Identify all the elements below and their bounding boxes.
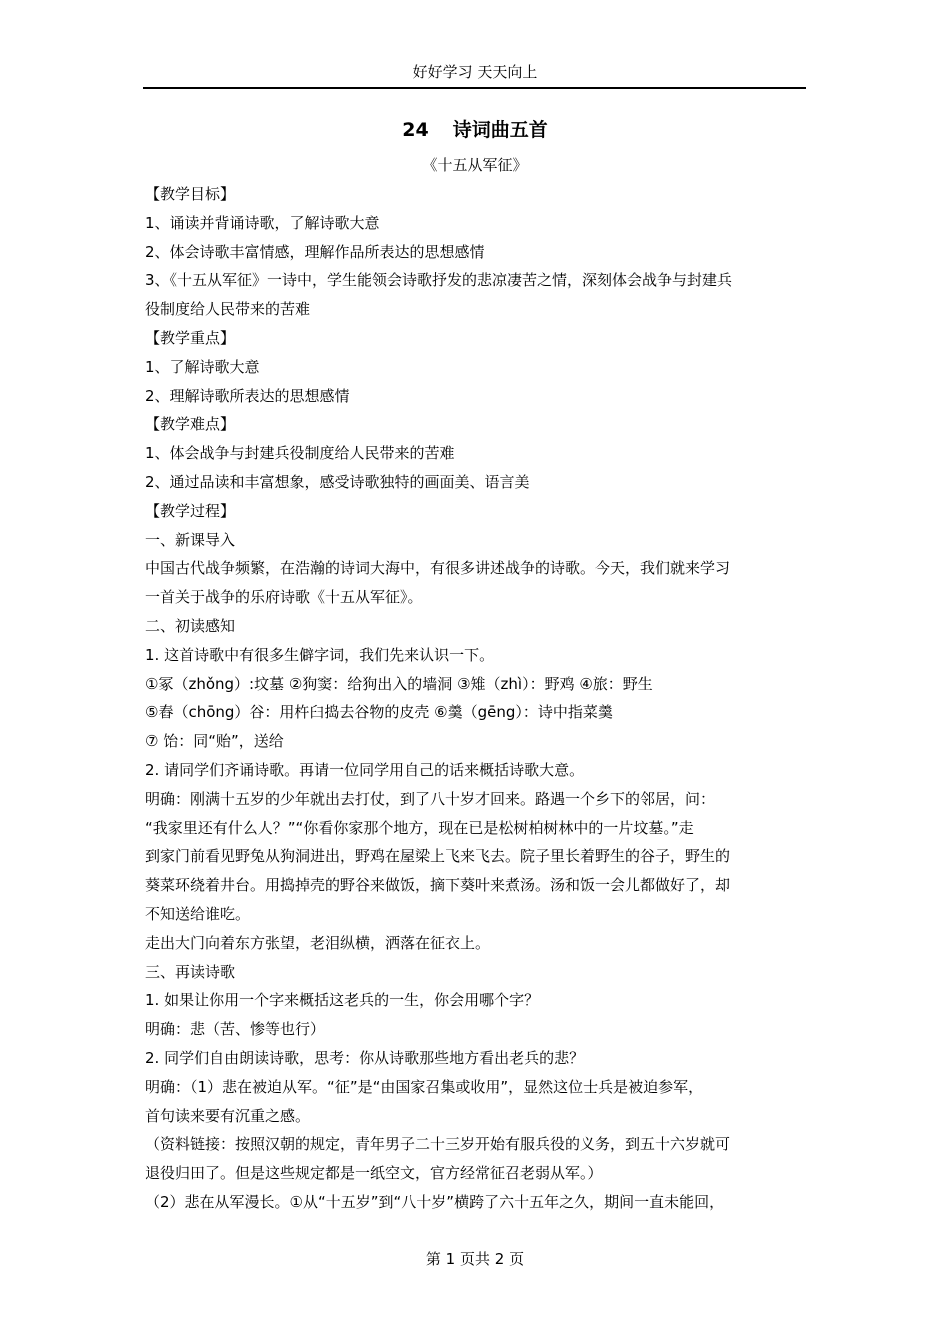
body-line: 3、《十五从军征》一诗中，学生能领会诗歌抒发的悲凉凄苦之情，深刻体会战争与封建兵 — [145, 271, 733, 290]
body-line: 三、再读诗歌 — [145, 962, 236, 981]
body-line: ①冢（zhǒng）:坟墓 ②狗窦：给狗出入的墙洞 ③雉（zhì）：野鸡 ④旅：野生 — [145, 674, 653, 693]
header-divider — [143, 87, 806, 89]
body-line: 不知送给谁吃。 — [145, 904, 251, 923]
body-line: 2. 同学们自由朗读诗歌，思考：你从诗歌那些地方看出老兵的悲？ — [145, 1048, 585, 1067]
body-line: 【教学过程】 — [145, 501, 236, 520]
body-line: 1. 这首诗歌中有很多生僻字词，我们先来认识一下。 — [145, 645, 495, 664]
body-line: 首句读来要有沉重之感。 — [145, 1106, 311, 1125]
body-line: 1、了解诗歌大意 — [145, 357, 260, 376]
body-line: ⑦ 饴：同“贻”，送给 — [145, 732, 284, 751]
body-line: 一首关于战争的乐府诗歌《十五从军征》。 — [145, 588, 423, 607]
body-line: 2、通过品读和丰富想象，感受诗歌独特的画面美、语言美 — [145, 472, 530, 491]
lesson-title — [0, 116, 950, 144]
body-line: 1、诵读并背诵诗歌，了解诗歌大意 — [145, 213, 380, 232]
body-line: 二、初读感知 — [145, 616, 236, 635]
body-line: 到家门前看见野兔从狗洞进出，野鸡在屋梁上飞来飞去。院子里长着野生的谷子，野生的 — [145, 847, 731, 866]
body-line: （2）悲在从军漫长。①从“十五岁”到“八十岁”横跨了六十五年之久，期间一直未能回， — [145, 1192, 725, 1211]
body-line: 葵菜环绕着井台。用捣掉壳的野谷来做饭，摘下葵叶来煮汤。汤和饭一会儿都做好了，却 — [145, 876, 731, 895]
page-footer: 第 1 页共 2 页 — [425, 1250, 525, 1268]
document-body — [145, 180, 810, 1217]
lesson-title-text: 诗词曲五首 — [452, 119, 548, 141]
body-line: 2、体会诗歌丰富情感，理解作品所表达的思想感情 — [145, 242, 485, 261]
body-line: 1. 如果让你用一个字来概括这老兵的一生，你会用哪个字？ — [145, 991, 540, 1010]
body-line: 役制度给人民带来的苦难 — [145, 300, 311, 319]
body-line: “我家里还有什么人？”“你看你家那个地方，现在已是松树柏树林中的一片坟墓。”走 — [145, 818, 694, 837]
body-line: 一、新课导入 — [145, 530, 236, 549]
body-line: 【教学重点】 — [145, 328, 236, 347]
poem-title: 《十五从军征》 — [422, 156, 528, 174]
body-line: ⑤舂（chōng）谷：用杵臼捣去谷物的皮壳 ⑥羹（gēng）：诗中指菜羹 — [145, 703, 613, 722]
body-line: 明确：刚满十五岁的少年就出去打仗，到了八十岁才回来。路遇一个乡下的邻居，问： — [145, 789, 716, 808]
body-line: 【教学难点】 — [145, 415, 236, 434]
body-line: 退役归田了。但是这些规定都是一纸空文，官方经常征召老弱从军。） — [145, 1164, 603, 1183]
body-line: 2、理解诗歌所表达的思想感情 — [145, 386, 350, 405]
body-line: 明确：悲（苦、惨等也行） — [145, 1020, 326, 1039]
body-line: 明确：（1）悲在被迫从军。“征”是“由国家召集或收用”，显然这位士兵是被迫参军， — [145, 1077, 704, 1096]
body-line: 【教学目标】 — [145, 185, 236, 203]
lesson-number: 24 — [402, 119, 429, 141]
body-line: 1、体会战争与封建兵役制度给人民带来的苦难 — [145, 444, 455, 463]
body-line: 中国古代战争频繁，在浩瀚的诗词大海中，有很多讲述战争的诗歌。今天，我们就来学习 — [145, 559, 731, 578]
body-line: 2. 请同学们齐诵诗歌。再请一位同学用自己的话来概括诗歌大意。 — [145, 760, 585, 779]
page-header: 好好学习 天天向上 — [412, 63, 538, 81]
body-line: （资料链接：按照汉朝的规定，青年男子二十三岁开始有服兵役的义务，到五十六岁就可 — [145, 1135, 731, 1154]
body-line: 走出大门向着东方张望，老泪纵横，洒落在征衣上。 — [145, 933, 491, 952]
